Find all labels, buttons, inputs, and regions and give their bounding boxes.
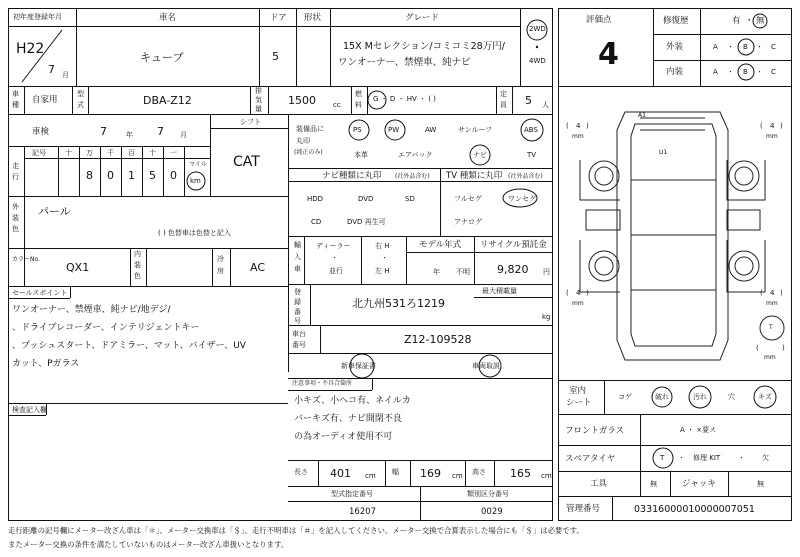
recycle-value: 9,820 [497,263,529,276]
door-count: 5 [272,50,279,63]
fuel-label-2: 料 [355,101,362,109]
equip-leather: 本革 [354,151,368,159]
tire-lp-rr: ( [760,289,763,297]
front-glass-value: A ・ ×要ス [680,426,717,434]
exterior-dot-1: ・ [727,43,734,51]
fuel-label-1: 燃 [355,90,362,98]
reg-number-value: 北九州531ろ1219 [352,297,445,310]
navi-sd: SD [405,195,415,203]
ac-label-2: 房 [217,267,224,275]
import-left-h: 左 H [375,267,390,275]
car-diagram [580,112,784,360]
tire-num-fl: 4 [576,122,581,130]
usage-label-1: 車 [12,90,19,98]
mileage-head-5: 十 [149,149,156,157]
import-dealer: ディーラー [316,242,351,250]
car-name: キューブ [140,51,184,64]
equipment-label-1: 装備品に [296,125,324,133]
sales-line-4: カット、Pガラス [12,359,80,369]
equip-navi: ナビ [473,151,487,159]
tire-rp-fl: ) [586,122,589,130]
tools-value: 無 [650,480,657,488]
color-label-1: 外 [12,203,19,211]
tv-type-label: TV 種類に丸印 [446,171,503,181]
interior-dot-1: ・ [727,68,734,76]
usage-value: 自家用 [32,95,58,105]
tire-num-fr: 4 [770,122,775,130]
interior-b: B [743,68,748,76]
interior-label: 内装 [666,67,684,77]
mileage-head-6: 一 [170,149,177,157]
drive-4wd: 4WD [529,57,546,65]
equip-sunroof: サンルーフ [458,126,493,134]
model-code: DBA-Z12 [143,94,192,107]
import-dot-2: ・ [381,254,388,262]
tire-rp-fr: ) [780,122,783,130]
car-name-label: 車名 [159,13,177,23]
grade-line-1: 15X Mセレクション/コミコミ28万円/ [343,41,505,52]
notes-line-3: の為オーディオ使用不可 [294,432,393,442]
model-year-value: 不明 [456,268,470,276]
interior-color-label-2: 装 [134,261,141,269]
interior-color-label-3: 色 [134,272,141,280]
reg-label-1: 登 [294,288,301,296]
jack-label: ジャッキ [682,479,716,489]
color-label-2: 装 [12,214,19,222]
seat-stain: 汚れ [693,393,707,401]
notes-label: 注意事項・不具合箇所 [292,380,353,387]
length-value: 401 [330,467,351,480]
equip-abs: ABS [524,126,538,134]
mileage-digit-1: 0 [107,169,114,182]
exterior-b: B [743,43,748,51]
tv-oneseg: ワンセグ [508,195,536,203]
color-value: パール [38,205,71,218]
drive-2wd: 2WD [529,25,546,33]
manual-doc: 車両取説 [472,362,500,370]
mileage-head-4: 百 [128,149,135,157]
type-designation-value: 16207 [349,507,377,517]
grade-label: グレード [405,13,440,23]
shaken-month: 7 [157,125,164,138]
equip-tv: TV [527,151,537,159]
tire-unit-spare: mm [764,354,776,361]
spare-dot-2: ・ [738,454,745,462]
reg-label-2: 録 [294,298,301,306]
import-parallel: 並行 [329,267,343,275]
tv-analog: アナログ [454,218,482,226]
repair-yes: 有 [732,16,741,26]
equip-aw: AW [425,126,437,134]
interior-color-label-1: 内 [134,250,141,258]
shaken-label: 車検 [32,127,50,137]
mileage-label-1: 走 [12,162,19,170]
door-label: ドア [270,13,287,23]
first-reg-label: 初年度登録年月 [13,13,62,21]
class-number-label: 類別区分番号 [467,490,509,498]
length-unit: cm [365,472,376,480]
navi-dvd: DVD [358,195,374,203]
height-unit: cm [541,472,552,480]
notes-line-2: バーキズ有、ナビ開閉不良 [294,414,402,424]
class-number-value: 0029 [481,507,503,517]
import-right-h: 右 H [375,242,390,250]
footer-line-2: またメーター交換の条件を満たしていないものはメーター改ざん車扱いとなります。 [8,540,289,549]
tire-lp-fr: ( [760,122,763,130]
diagram-a1: A1 [638,112,646,119]
exterior-a: A [713,43,718,51]
tools-label: 工具 [590,479,608,489]
tire-lp-spare: ( [756,344,759,352]
jack-value: 無 [757,480,764,488]
navi-hdd: HDD [307,195,324,203]
tv-type-note: (社外品含む) [508,173,543,180]
footer-line-1: 走行距離の記号欄にメーター改ざん車は「＊」、メーター交換車は「＄」、走行不明車は「＃」を記入してください。メーター交換で合算表示した場合にも「＄」は必要です。 [8,526,584,535]
seat-scratch: キズ [758,393,772,401]
capacity-unit: 人 [542,101,549,109]
navi-cd: CD [311,218,322,226]
spare-t: T [660,454,665,462]
mileage-label-2: 行 [12,173,19,181]
color-label-3: 色 [12,225,19,233]
equip-airbag: エアバック [398,151,433,159]
navi-type-note: (社外品含む) [395,173,430,180]
displacement-value: 1500 [288,94,316,107]
type-label-1: 型 [77,90,84,98]
mileage-digit-4: 0 [170,169,177,182]
mile-label: マイル [189,161,207,168]
tire-unit-rr: mm [766,300,778,307]
import-dot-1: ・ [331,254,338,262]
type-label-2: 式 [77,101,84,109]
shift-value: CAT [233,154,260,170]
spare-dot: ・ [678,454,685,462]
exterior-label: 外装 [666,42,684,52]
sales-line-1: ワンオーナー、禁煙車、純ナビ/地デジ/ [12,305,171,315]
tv-fullseg: フルセグ [454,195,482,203]
repair-label: 修復歴 [663,16,689,26]
registration-year: H22 [16,41,45,57]
mileage-digit-2: 1 [128,169,135,182]
spare-kit: 修理 KIT [693,454,721,462]
mgmt-value: 03316000010000007051 [634,504,755,515]
mileage-digit-0: 8 [86,169,93,182]
interior-dot-2: ・ [756,68,763,76]
max-load-unit: kg [542,313,551,321]
chassis-value: Z12-109528 [404,333,472,346]
recycle-unit: 円 [543,268,550,276]
tire-rp-rl: ) [586,289,589,297]
color-no-label: カラーNo. [12,256,40,263]
interior-a: A [713,68,718,76]
tire-unit-fl: mm [572,133,584,140]
front-glass-label: フロントガラス [565,426,624,436]
tire-unit-fr: mm [766,133,778,140]
capacity-label-1: 定 [500,90,507,98]
score-value: 4 [598,37,619,72]
displacement-label-2: 気 [255,96,262,104]
score-label: 評価点 [586,15,612,25]
registration-month-unit: 月 [62,71,69,79]
displacement-unit: cc [333,101,341,109]
equipment-label-2: 丸印 [296,137,310,145]
tire-unit-rl: mm [572,300,584,307]
width-label: 幅 [392,468,399,476]
equip-ps: PS [353,126,362,134]
equipment-label-3: (純正のみ) [294,149,323,156]
import-label-1: 輸 [294,241,301,249]
height-label: 高さ [472,468,486,476]
interior-c: C [771,68,776,76]
reg-label-4: 号 [294,317,301,325]
tire-num-rl: 4 [576,289,581,297]
repair-dot: ・ [745,16,754,26]
height-value: 165 [510,467,531,480]
model-year-unit: 年 [433,268,440,276]
mileage-head-1: 十 [65,149,72,157]
diagram-u1: U1 [659,149,668,156]
width-unit: cm [452,472,463,480]
sales-line-2: 、ドライブレコーダー、インテリジェントキー [12,323,200,333]
type-designation-label: 型式指定番号 [331,490,373,498]
mileage-head-2: 万 [86,149,93,157]
mileage-head-3: 千 [107,149,114,157]
tire-rp-spare: ) [782,344,785,352]
seat-label-1: 室内 [569,386,587,396]
color-no-value: QX1 [66,261,90,274]
chassis-label-2: 番号 [292,341,306,349]
spare-none: 欠 [762,454,769,462]
ac-value: AC [250,261,266,274]
chassis-label-1: 車台 [292,330,306,338]
capacity-value: 5 [525,94,532,107]
shaken-year-unit: 年 [126,131,133,139]
sales-line-3: 、プッシュスタート、ドアミラー、マット、バイザー、UV [12,341,246,351]
km-label: km [190,177,201,185]
displacement-label-3: 量 [255,105,262,113]
seat-label-2: シート [566,398,592,408]
seat-kogee: コゲ [618,393,632,401]
mgmt-label: 管理番号 [566,504,601,514]
tire-lp-fl: ( [566,122,569,130]
seat-hole: 穴 [728,393,735,401]
max-load-label: 最大積載量 [482,287,517,295]
shaken-year: 7 [100,125,107,138]
fuel-options: G ・ D ・ HV ・ ( ) [373,95,436,103]
sales-points-label: セールスポイント [12,289,68,297]
import-label-2: 入 [294,253,301,261]
reg-label-3: 番 [294,308,301,316]
ac-label-1: 冷 [217,255,224,263]
model-year-label: モデル年式 [419,240,462,250]
exterior-dot-2: ・ [756,43,763,51]
shape-label: 形状 [304,13,322,23]
new-warranty-doc: 新車保証書 [341,362,376,370]
shaken-month-unit: 月 [180,131,187,139]
import-label-3: 車 [294,265,301,273]
navi-type-label: ナビ種類に丸印 [322,171,382,181]
notes-line-1: 小キズ、小ヘコ有、ネイルカ [294,396,411,406]
repair-no: 無 [756,16,765,26]
navi-dvd-play: DVD 再生可 [347,218,386,226]
exterior-c: C [771,43,776,51]
grade-line-2: ワンオーナー、禁煙車、純ナビ [338,57,471,68]
usage-label-2: 種 [12,101,19,109]
equip-pw: PW [388,126,400,134]
width-value: 169 [420,467,441,480]
displacement-label-1: 排 [255,87,262,95]
inspector-label: 検査記入欄 [12,406,47,414]
tire-lp-rl: ( [566,289,569,297]
tire-rp-rr: ) [780,289,783,297]
length-label: 長さ [294,468,308,476]
mileage-head-0: 記号 [32,149,46,157]
mileage-digit-3: 5 [149,169,156,182]
seat-tear: 破れ [655,393,669,401]
recycle-label: リサイクル預託金 [480,240,547,250]
diagram-t: T [769,324,773,331]
color-note: ( ) 色替車は色替と記入 [158,229,231,237]
registration-month: 7 [48,63,55,76]
capacity-label-2: 員 [500,101,507,109]
tire-num-rr: 4 [770,289,775,297]
spare-tire-label: スペアタイヤ [565,454,616,464]
shift-label: シフト [240,118,261,126]
